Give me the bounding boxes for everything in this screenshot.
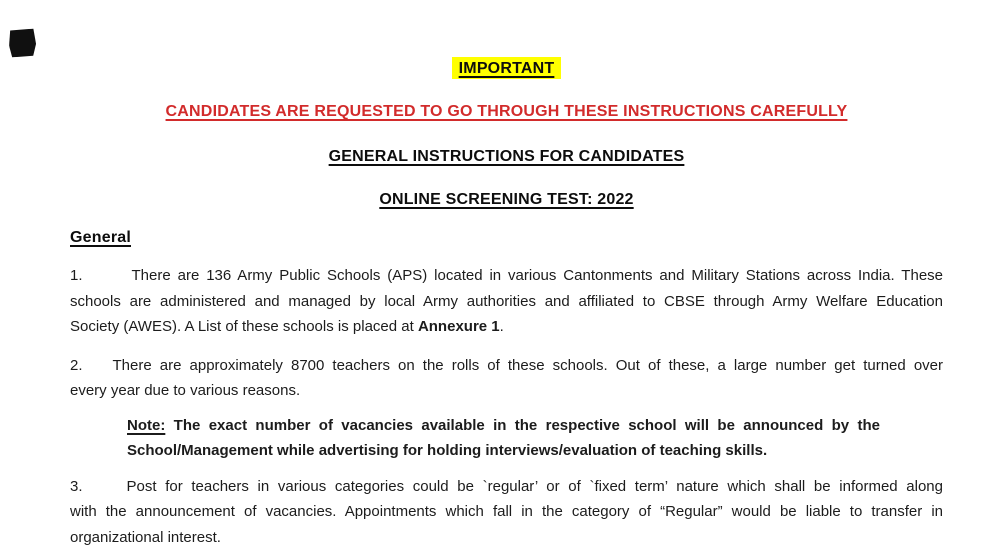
tab-spacer <box>83 279 132 280</box>
notice-heading-text: CANDIDATES ARE REQUESTED TO GO THROUGH THESE INSTRUCTIONS CAREFULLY <box>165 103 848 120</box>
section-heading-general-text: General <box>70 229 131 246</box>
important-heading <box>70 56 943 82</box>
paragraph-2-number: 2. <box>70 356 83 374</box>
paragraph-3-line-2: with the announcement of vacancies. Appointments which fall in the category of “Regular” would be liable to transfer in <box>70 503 943 520</box>
paragraph-3 <box>70 474 943 551</box>
scan-artifact-mark <box>9 29 37 58</box>
paragraph-3-line-3: organizational interest. <box>70 528 221 546</box>
paragraph-1-line-3-period: . <box>499 318 504 335</box>
section-heading-general <box>70 226 943 250</box>
paragraph-1-line-3-text: Society (AWES). A List of these schools is placed at <box>70 318 418 335</box>
notice-heading <box>70 100 943 124</box>
note-block <box>127 413 880 464</box>
online-test-heading-text: ONLINE SCREENING TEST: 2022 <box>379 191 634 208</box>
paragraph-1-line-1 <box>70 263 943 289</box>
tab-spacer <box>83 369 113 370</box>
note-line-1 <box>127 413 880 439</box>
paragraph-3-line-1 <box>70 474 943 500</box>
paragraph-1-line-3 <box>70 314 943 340</box>
paragraph-2 <box>70 353 943 404</box>
note-line-1-text: The exact number of vacancies available in the respective school will be announced by the <box>165 416 880 434</box>
note-line-2: School/Management while advertising for holding interviews/evaluation of teaching skills. <box>127 442 768 459</box>
paragraph-1-line-2: schools are administered and managed by local Army authorities and affiliated to CBSE through Army Welfare Education <box>70 292 943 310</box>
annexure-1-reference: Annexure 1 <box>417 318 500 335</box>
paragraph-2-line-1 <box>70 353 943 379</box>
note-label: Note: <box>127 416 166 434</box>
paragraph-3-number: 3. <box>70 477 83 495</box>
online-test-heading <box>70 188 943 212</box>
important-highlight-text: IMPORTANT <box>452 57 562 79</box>
paragraph-1 <box>70 263 943 340</box>
paragraph-2-line-2: every year due to various reasons. <box>70 382 301 399</box>
general-instructions-heading-text: GENERAL INSTRUCTIONS FOR CANDIDATES <box>328 148 685 165</box>
general-instructions-heading <box>70 145 943 169</box>
tab-spacer <box>83 490 127 491</box>
paragraph-3-line-1-text: Post for teachers in various categories could be `regular’ or of `fixed term’ nature which shall be informed along <box>126 477 943 495</box>
paragraph-1-number: 1. <box>70 267 83 284</box>
paragraph-1-line-1-text: There are 136 Army Public Schools (APS) located in various Cantonments and Military Stations across India. These <box>131 267 943 284</box>
paragraph-2-line-1-text: There are approximately 8700 teachers on the rolls of these schools. Out of these, a large number get turned over <box>112 356 943 374</box>
